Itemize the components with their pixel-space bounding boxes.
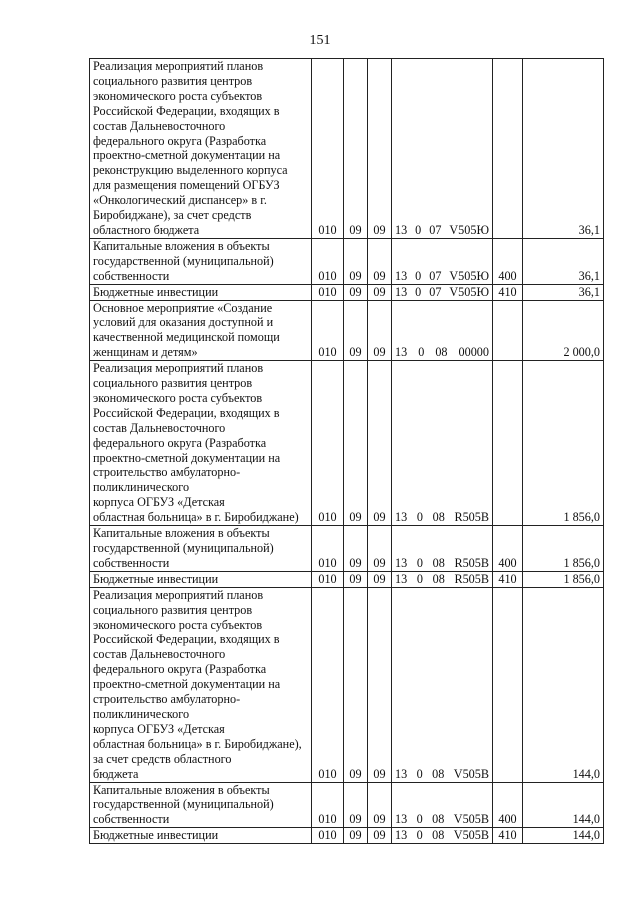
event-code: 08 xyxy=(432,510,445,525)
section-code-cell: 09 xyxy=(344,526,368,572)
expense-type-cell: 410 xyxy=(493,828,523,844)
row-name-line: Капитальные вложения в объекты xyxy=(93,782,270,797)
row-name-cell xyxy=(90,361,312,526)
expense-type-cell: 410 xyxy=(493,571,523,587)
section-code-cell: 09 xyxy=(344,782,368,828)
row-name-line: социального развития центров xyxy=(93,73,253,88)
row-name-line: корпуса ОГБУЗ «Детская xyxy=(93,495,225,510)
subprogram-code: 0 xyxy=(416,766,423,781)
subprogram-code: 0 xyxy=(415,222,422,237)
ministry-code-cell: 010 xyxy=(312,782,344,828)
program-code-cell xyxy=(392,526,493,572)
section-code-cell: 09 xyxy=(344,284,368,300)
row-name-line: Капитальные вложения в объекты xyxy=(93,238,270,253)
direction-code: R505B xyxy=(454,510,489,525)
row-name-cell xyxy=(90,284,312,300)
row-name-cell xyxy=(90,587,312,782)
direction-code: V505Ю xyxy=(449,222,489,237)
row-name-line: бюджета xyxy=(93,766,139,781)
row-name-line: областная больница» в г. Биробиджане), xyxy=(93,736,302,751)
program-code: 13 xyxy=(395,828,408,843)
row-name-line: Биробиджане), за счет средств xyxy=(93,208,252,223)
row-name-line: за счет средств областного xyxy=(93,751,232,766)
ministry-code-cell: 010 xyxy=(312,571,344,587)
direction-code: V505B xyxy=(453,766,489,781)
amount-cell: 144,0 xyxy=(523,828,604,844)
ministry-code-cell: 010 xyxy=(312,59,344,239)
row-name-line: социального развития центров xyxy=(93,602,253,617)
row-name-line: федерального округа (Разработка xyxy=(93,662,267,677)
row-name-line: женщинам и детям» xyxy=(93,345,198,360)
program-code-cell xyxy=(392,587,493,782)
event-code: 08 xyxy=(432,812,445,827)
ministry-code-cell: 010 xyxy=(312,587,344,782)
subprogram-code: 0 xyxy=(416,828,423,843)
direction-code: V505Ю xyxy=(449,268,489,283)
table-row xyxy=(90,587,604,782)
section-code-cell: 09 xyxy=(344,238,368,284)
row-name-line: федерального округа (Разработка xyxy=(93,133,267,148)
row-name-line: социального развития центров xyxy=(93,376,253,391)
row-name-line: строительство амбулаторно-поликлинического xyxy=(93,465,241,495)
row-name-line: государственной (муниципальной) xyxy=(93,797,274,812)
ministry-code-cell: 010 xyxy=(312,284,344,300)
row-name-line: собственности xyxy=(93,555,170,570)
event-code: 08 xyxy=(432,571,445,586)
subsection-code-cell: 09 xyxy=(368,59,392,239)
subprogram-code: 0 xyxy=(416,510,423,525)
section-code-cell: 09 xyxy=(344,571,368,587)
row-name-line: Бюджетные инвестиции xyxy=(93,571,219,586)
amount-cell: 144,0 xyxy=(523,782,604,828)
row-name-line: Российской Федерации, входящих в xyxy=(93,405,280,420)
subprogram-code: 0 xyxy=(416,812,423,827)
row-name-line: экономического роста субъектов xyxy=(93,390,263,405)
page-number: 151 xyxy=(309,33,331,48)
expense-type-cell xyxy=(493,587,523,782)
row-name-line: областная больница» в г. Биробиджане) xyxy=(93,510,299,525)
event-code: 07 xyxy=(429,268,442,283)
row-name-line: Реализация мероприятий планов xyxy=(93,59,264,73)
amount-cell: 36,1 xyxy=(523,238,604,284)
program-code-cell xyxy=(392,284,493,300)
ministry-code-cell: 010 xyxy=(312,361,344,526)
row-name-line: строительство амбулаторно-поликлинического xyxy=(93,692,241,721)
event-code: 08 xyxy=(432,555,445,570)
table-row xyxy=(90,828,604,844)
program-code: 13 xyxy=(395,510,408,525)
table-row xyxy=(90,238,604,284)
row-name-line: проектно-сметной документации на xyxy=(93,148,281,163)
ministry-code-cell: 010 xyxy=(312,238,344,284)
program-code-cell xyxy=(392,300,493,361)
subprogram-code: 0 xyxy=(418,345,425,360)
event-code: 07 xyxy=(429,222,442,237)
program-code: 13 xyxy=(395,555,408,570)
subsection-code-cell: 09 xyxy=(368,238,392,284)
direction-code: V505B xyxy=(453,828,489,843)
row-name-line: проектно-сметной документации на xyxy=(93,677,281,692)
expense-type-cell: 400 xyxy=(493,526,523,572)
ministry-code-cell: 010 xyxy=(312,300,344,361)
subsection-code-cell: 09 xyxy=(368,828,392,844)
row-name-line: условий для оказания доступной и xyxy=(93,315,274,330)
amount-cell: 36,1 xyxy=(523,284,604,300)
section-code-cell: 09 xyxy=(344,587,368,782)
expense-type-cell xyxy=(493,59,523,239)
row-name-line: Капитальные вложения в объекты xyxy=(93,526,270,541)
program-code-cell xyxy=(392,59,493,239)
row-name-cell xyxy=(90,828,312,844)
program-code-cell xyxy=(392,828,493,844)
row-name-line: для размещения помещений ОГБУЗ xyxy=(93,178,280,193)
row-name-line: государственной (муниципальной) xyxy=(93,541,274,555)
amount-cell: 36,1 xyxy=(523,59,604,239)
subsection-code-cell: 09 xyxy=(368,526,392,572)
expense-type-cell xyxy=(493,361,523,526)
row-name-cell xyxy=(90,526,312,572)
direction-code: V505B xyxy=(453,812,489,827)
direction-code: R505B xyxy=(454,555,489,570)
event-code: 08 xyxy=(435,345,448,360)
row-name-line: Реализация мероприятий планов xyxy=(93,361,264,376)
row-name-line: федерального округа (Разработка xyxy=(93,435,267,450)
subsection-code-cell: 09 xyxy=(368,361,392,526)
amount-cell: 2 000,0 xyxy=(523,300,604,361)
subprogram-code: 0 xyxy=(415,268,422,283)
amount-cell: 144,0 xyxy=(523,587,604,782)
row-name-line: Бюджетные инвестиции xyxy=(93,284,219,299)
subsection-code-cell: 09 xyxy=(368,571,392,587)
program-code: 13 xyxy=(395,812,408,827)
row-name-cell xyxy=(90,571,312,587)
section-code-cell: 09 xyxy=(344,300,368,361)
table-row xyxy=(90,59,604,239)
program-code-cell xyxy=(392,361,493,526)
subsection-code-cell: 09 xyxy=(368,587,392,782)
section-code-cell: 09 xyxy=(344,828,368,844)
ministry-code-cell: 010 xyxy=(312,828,344,844)
row-name-line: государственной (муниципальной) xyxy=(93,253,274,268)
row-name-line: корпуса ОГБУЗ «Детская xyxy=(93,721,225,736)
ministry-code-cell: 010 xyxy=(312,526,344,572)
row-name-cell xyxy=(90,59,312,239)
section-code-cell: 09 xyxy=(344,59,368,239)
event-code: 08 xyxy=(432,766,445,781)
table-row xyxy=(90,526,604,572)
row-name-line: реконструкцию выделенного корпуса xyxy=(93,163,288,178)
program-code-cell xyxy=(392,238,493,284)
event-code: 08 xyxy=(432,828,445,843)
direction-code: V505Ю xyxy=(449,284,489,299)
expense-type-cell: 400 xyxy=(493,782,523,828)
budget-table xyxy=(89,58,604,844)
expense-type-cell: 400 xyxy=(493,238,523,284)
subprogram-code: 0 xyxy=(415,284,422,299)
program-code: 13 xyxy=(395,284,408,299)
row-name-line: качественной медицинской помощи xyxy=(93,330,280,345)
expense-type-cell xyxy=(493,300,523,361)
row-name-line: Реализация мероприятий планов xyxy=(93,587,264,602)
program-code-cell xyxy=(392,782,493,828)
row-name-line: Российской Федерации, входящих в xyxy=(93,632,280,647)
row-name-line: экономического роста субъектов xyxy=(93,88,263,103)
row-name-line: состав Дальневосточного xyxy=(93,647,226,662)
row-name-cell xyxy=(90,238,312,284)
amount-cell: 1 856,0 xyxy=(523,571,604,587)
table-row xyxy=(90,300,604,361)
row-name-line: Российской Федерации, входящих в xyxy=(93,103,280,118)
row-name-cell xyxy=(90,300,312,361)
program-code: 13 xyxy=(395,766,408,781)
program-code: 13 xyxy=(395,571,408,586)
row-name-line: состав Дальневосточного xyxy=(93,420,226,435)
row-name-line: экономического роста субъектов xyxy=(93,617,263,632)
table-row xyxy=(90,782,604,828)
table-row xyxy=(90,571,604,587)
subprogram-code: 0 xyxy=(416,571,423,586)
row-name-line: состав Дальневосточного xyxy=(93,118,226,133)
subsection-code-cell: 09 xyxy=(368,300,392,361)
table-row xyxy=(90,284,604,300)
row-name-line: собственности xyxy=(93,812,170,827)
program-code-cell xyxy=(392,571,493,587)
section-code-cell: 09 xyxy=(344,361,368,526)
expense-type-cell: 410 xyxy=(493,284,523,300)
subsection-code-cell: 09 xyxy=(368,782,392,828)
program-code: 13 xyxy=(395,222,408,237)
program-code: 13 xyxy=(395,268,408,283)
subprogram-code: 0 xyxy=(416,555,423,570)
table-row xyxy=(90,361,604,526)
row-name-line: областного бюджета xyxy=(93,222,200,237)
row-name-line: Основное мероприятие «Создание xyxy=(93,300,273,315)
row-name-cell xyxy=(90,782,312,828)
direction-code: 00000 xyxy=(458,345,489,360)
amount-cell: 1 856,0 xyxy=(523,526,604,572)
row-name-line: проектно-сметной документации на xyxy=(93,450,281,465)
row-name-line: «Онкологический диспансер» в г. xyxy=(93,193,267,208)
event-code: 07 xyxy=(429,284,442,299)
direction-code: R505B xyxy=(454,571,489,586)
amount-cell: 1 856,0 xyxy=(523,361,604,526)
subsection-code-cell: 09 xyxy=(368,284,392,300)
program-code: 13 xyxy=(395,345,408,360)
row-name-line: Бюджетные инвестиции xyxy=(93,828,219,843)
row-name-line: собственности xyxy=(93,268,170,283)
